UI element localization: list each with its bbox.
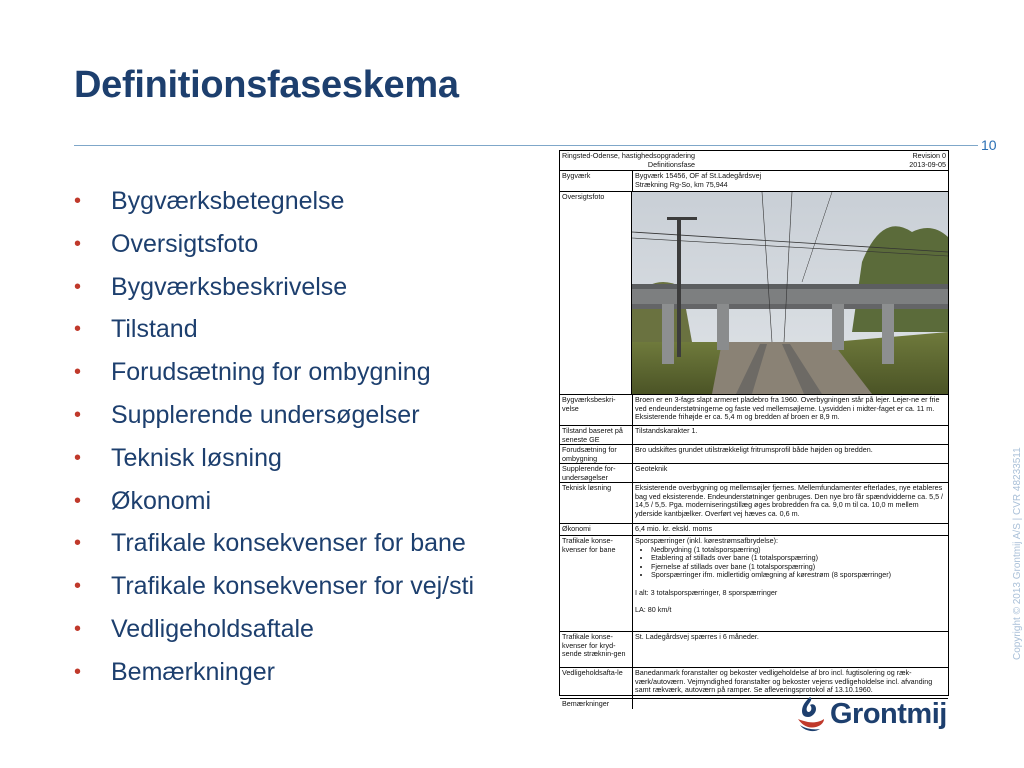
- row-oekonomi: Økonomi 6,4 mio. kr. ekskl. moms: [560, 524, 948, 536]
- bullet-dot-icon: •: [74, 660, 82, 683]
- bane-item: • Sporspærringer ifm. midlertidig omlægning af kørestrøm (8 sporspærringer): [651, 571, 946, 580]
- bullet-list: [74, 180, 474, 694]
- row-vedligehold: Vedligeholdsafta-le Banedanmark foranstalter og bekoster vedligeholdelse af bro incl. fugtisolering og ræk-værk/autoværn. Vejmyndighed foranstalter og bekoster vejens vedligeholdelse incl. afvanding samt rækværk, autoværn på ramper. Se afleveringsprotokol af 13.10.1960.: [560, 668, 948, 699]
- bullet-item: • Oversigtsfoto: [74, 223, 474, 266]
- logo-text: Grontmij: [830, 697, 947, 730]
- bullet-dot-icon: •: [74, 446, 82, 469]
- row-teknisk: Teknisk løsning Eksisterende overbygning og mellemsøjler fjernes. Mellemfundamenter efterlades, nye etableres bag ved eksisterende. Endeunderstøtninger genbruges. Den nye bro får spændvidderne ca. 5,5 / 14,5 / 5,5. Pga. moderniseringstillæg øges brobredden fra ca. 9,0 m til ca. 10,0 m mellem yderside kantbjælker. Overført vej hæves ca. 0,6 m.: [560, 483, 948, 524]
- row-oversigtsfoto: Oversigtsfoto: [560, 192, 948, 395]
- bullet-dot-icon: •: [74, 232, 82, 255]
- bullet-dot-icon: •: [74, 532, 82, 555]
- bullet-dot-icon: •: [74, 403, 82, 426]
- title-divider: [74, 145, 978, 146]
- row-bane: Trafikale konse-kvenser for bane Sporspærringer (inkl. kørestrømsafbrydelse): • Nedbrydning (1 totalsporspærring) • Etablering af stillads over bane (1 totalsporspærring) • Fjernelse af stillads over bane (1 totalsporspærring) • Sporspærringer ifm. midlertidig omlægning af kørestrøm (8 sporspærringer) I alt: 3 totalsporspærringer, 8 sporspærringer LA: 80 km/t: [560, 536, 948, 632]
- overview-photo: [632, 192, 948, 394]
- document-project: Ringsted-Odense, hastighedsopgradering: [562, 151, 696, 160]
- bullet-dot-icon: •: [74, 489, 82, 512]
- bullet-dot-icon: •: [74, 575, 82, 598]
- bane-item: • Nedbrydning (1 totalsporspærring): [651, 546, 946, 555]
- page-number: 10: [981, 137, 997, 153]
- row-tilstand: Tilstand baseret på seneste GE Tilstandskarakter 1.: [560, 426, 948, 445]
- grontmij-logo: [794, 695, 947, 733]
- bullet-dot-icon: •: [74, 617, 82, 640]
- row-supplerende: Supplerende for-undersøgelser Geoteknik: [560, 464, 948, 483]
- bullet-dot-icon: •: [74, 190, 82, 212]
- bullet-item: • Bemærkninger: [74, 651, 474, 694]
- row-bygvaerk: Bygværk Bygværk 15456, OF af St.Ladegårdsvej Strækning Rg-So, km 75,944: [560, 171, 948, 192]
- row-beskrivelse: Bygværksbeskri-velse Broen er en 3-fags slapt armeret pladebro fra 1960. Overbygningen står på lejer. Lejer-ne er frie ved endeunderstøtningerne og faste ved mellemsøjlerne. Lysvidden i midter-faget er ca. 11 m. Eksisterende frihøjde er ca. 5,4 m og bredden af broen er 8,9 m.: [560, 395, 948, 426]
- bullet-dot-icon: •: [74, 361, 82, 384]
- bullet-item: • Supplerende undersøgelser: [74, 394, 474, 437]
- bullet-item: • Bygværksbeskrivelse: [74, 266, 474, 309]
- bullet-dot-icon: •: [74, 275, 82, 298]
- document-date: 2013-09-05: [909, 159, 946, 169]
- document-phase: Definitionsfase: [647, 159, 696, 169]
- document-header: [560, 151, 948, 171]
- bullet-item: • Teknisk løsning: [74, 437, 474, 480]
- copyright-text: Copyright © 2013 Grontmij A/S | CVR 48233511: [1012, 447, 1023, 660]
- bane-item: • Fjernelse af stillads over bane (1 totalsporspærring): [651, 563, 946, 572]
- row-vej: Trafikale konse-kvenser for kryd-sende stræknin-gen St. Ladegårdsvej spærres i 6 måneder.: [560, 632, 948, 668]
- row-bemaerkninger: Bemærkninger: [560, 699, 948, 709]
- bullet-item: • Trafikale konsekvenser for vej/sti: [74, 565, 474, 608]
- bullet-item: • Tilstand: [74, 308, 474, 351]
- row-forudsaetning: Forudsætning for ombygning Bro udskiftes grundet utilstrækkeligt fritrumsprofil både højden og bredden.: [560, 445, 948, 464]
- bullet-item: • Trafikale konsekvenser for bane: [74, 522, 474, 565]
- slide-title: Definitionsfaseskema: [74, 64, 459, 106]
- document-revision: Revision 0: [912, 151, 946, 160]
- bullet-item: • Forudsætning for ombygning: [74, 351, 474, 394]
- bullet-dot-icon: •: [74, 318, 82, 341]
- bullet-item: • Økonomi: [74, 480, 474, 523]
- definition-document: [559, 150, 949, 708]
- logo-mark-icon: [794, 695, 826, 733]
- bullet-item: • Bygværksbetegnelse: [74, 180, 474, 223]
- bullet-item: • Vedligeholdsaftale: [74, 608, 474, 651]
- bane-item: • Etablering af stillads over bane (1 totalsporspærring): [651, 554, 946, 563]
